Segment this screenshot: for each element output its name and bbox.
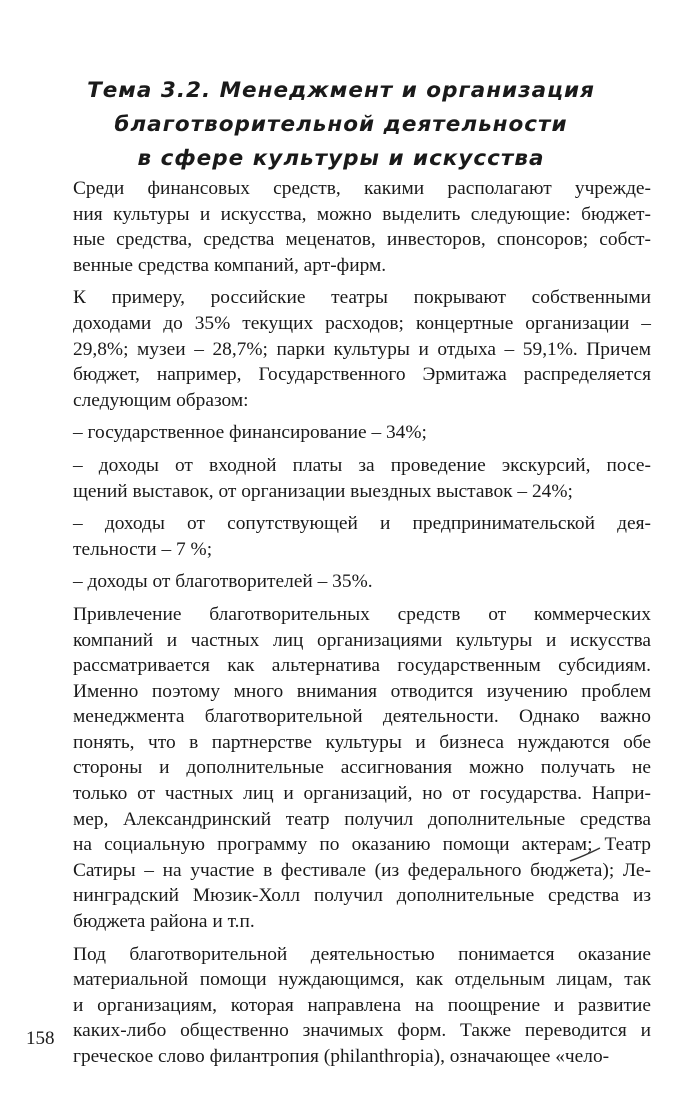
text-line: ные средства, средства меценатов, инвесторов, спонсоров; собст- xyxy=(73,229,651,251)
text-line: стороны и дополнительные ассигнования можно получать не xyxy=(73,757,651,779)
text-line: Сатиры – на участие в фестивале (из федерального бюджета); Ле- xyxy=(73,859,651,881)
text-line: рассматривается как альтернатива государственным субсидиям. xyxy=(73,655,651,677)
paragraph xyxy=(26,285,651,413)
text-line: греческое слово филантропия (philanthropia), означающее «чело- xyxy=(73,1046,610,1067)
paragraph xyxy=(26,602,651,935)
text-line: каких-либо общественно значимых форм. Также переводится и xyxy=(73,1020,651,1042)
text-line: Именно поэтому много внимания отводится изучению проблем xyxy=(73,680,651,702)
text-line: доходами до 35% текущих расходов; концертные организации – xyxy=(73,312,651,334)
section-title-line: благотворительной деятельности xyxy=(114,112,568,137)
text-line: следующим образом: xyxy=(73,389,249,411)
list-item xyxy=(26,420,651,446)
body-text xyxy=(26,176,651,1077)
text-line: материальной помощи нуждающимся, как отдельным лицам, так xyxy=(73,969,651,991)
text-line: компаний и частных лиц организациями культуры и искусства xyxy=(73,629,651,651)
text-line: Среди финансовых средств, какими располагают учрежде- xyxy=(73,178,651,199)
paragraph xyxy=(26,942,651,1070)
paragraph xyxy=(26,511,651,562)
text-line: – доходы от сопутствующей и предпринимательской дея- xyxy=(73,513,651,535)
text-line: Под благотворительной деятельностью понимается оказание xyxy=(73,943,651,965)
text-line: ния культуры и искусства, можно выделить следующие: бюджет- xyxy=(73,203,651,225)
section-title-line: Тема 3.2. Менеджмент и организация xyxy=(87,78,595,103)
text-line: бюджета района и т.п. xyxy=(73,911,255,933)
text-line: венные средства компаний, арт-фирм. xyxy=(73,254,387,276)
text-line: только от частных лиц и организаций, но от государства. Напри- xyxy=(73,783,651,805)
text-line: и организациям, которая направлена на поощрение и развитие xyxy=(73,994,651,1016)
text-line: бюджет, например, Государственного Эрмитажа распределяется xyxy=(73,364,651,386)
text-line: 29,8%; музеи – 28,7%; парки культуры и отдыха – 59,1%. Причем xyxy=(73,338,651,360)
section-title-line: в сфере культуры и искусства xyxy=(137,146,545,171)
text-line: Привлечение благотворительных средств от коммерческих xyxy=(73,603,651,625)
pen-mark xyxy=(566,844,606,864)
text-line: мер, Александринский театр получил дополнительные средства xyxy=(73,808,651,830)
text-line: – государственное финансирование – 34%; xyxy=(73,422,427,444)
text-line: нинградский Мюзик-Холл получил дополнительные средства из xyxy=(73,885,651,907)
text-line: – доходы от входной платы за проведение экскурсий, посе- xyxy=(73,454,651,476)
paragraph xyxy=(26,453,651,504)
list-item xyxy=(26,569,651,595)
text-line: на социальную программу по оказанию помощи актерам; Театр xyxy=(73,834,651,856)
section-title xyxy=(40,74,642,176)
text-line: щений выставок, от организации выездных выставок – 24%; xyxy=(73,480,573,502)
paragraph xyxy=(26,176,651,278)
text-line: – доходы от благотворителей – 35%. xyxy=(73,571,373,593)
text-line: понять, что в партнерстве культуры и бизнеса нуждаются обе xyxy=(73,731,651,753)
text-line: менеджмента благотворительной деятельности. Однако важно xyxy=(73,706,651,728)
text-line: тельности – 7 %; xyxy=(73,538,213,560)
text-line: К примеру, российские театры покрывают собственными xyxy=(73,287,651,309)
page-number: 158 xyxy=(26,1028,55,1049)
